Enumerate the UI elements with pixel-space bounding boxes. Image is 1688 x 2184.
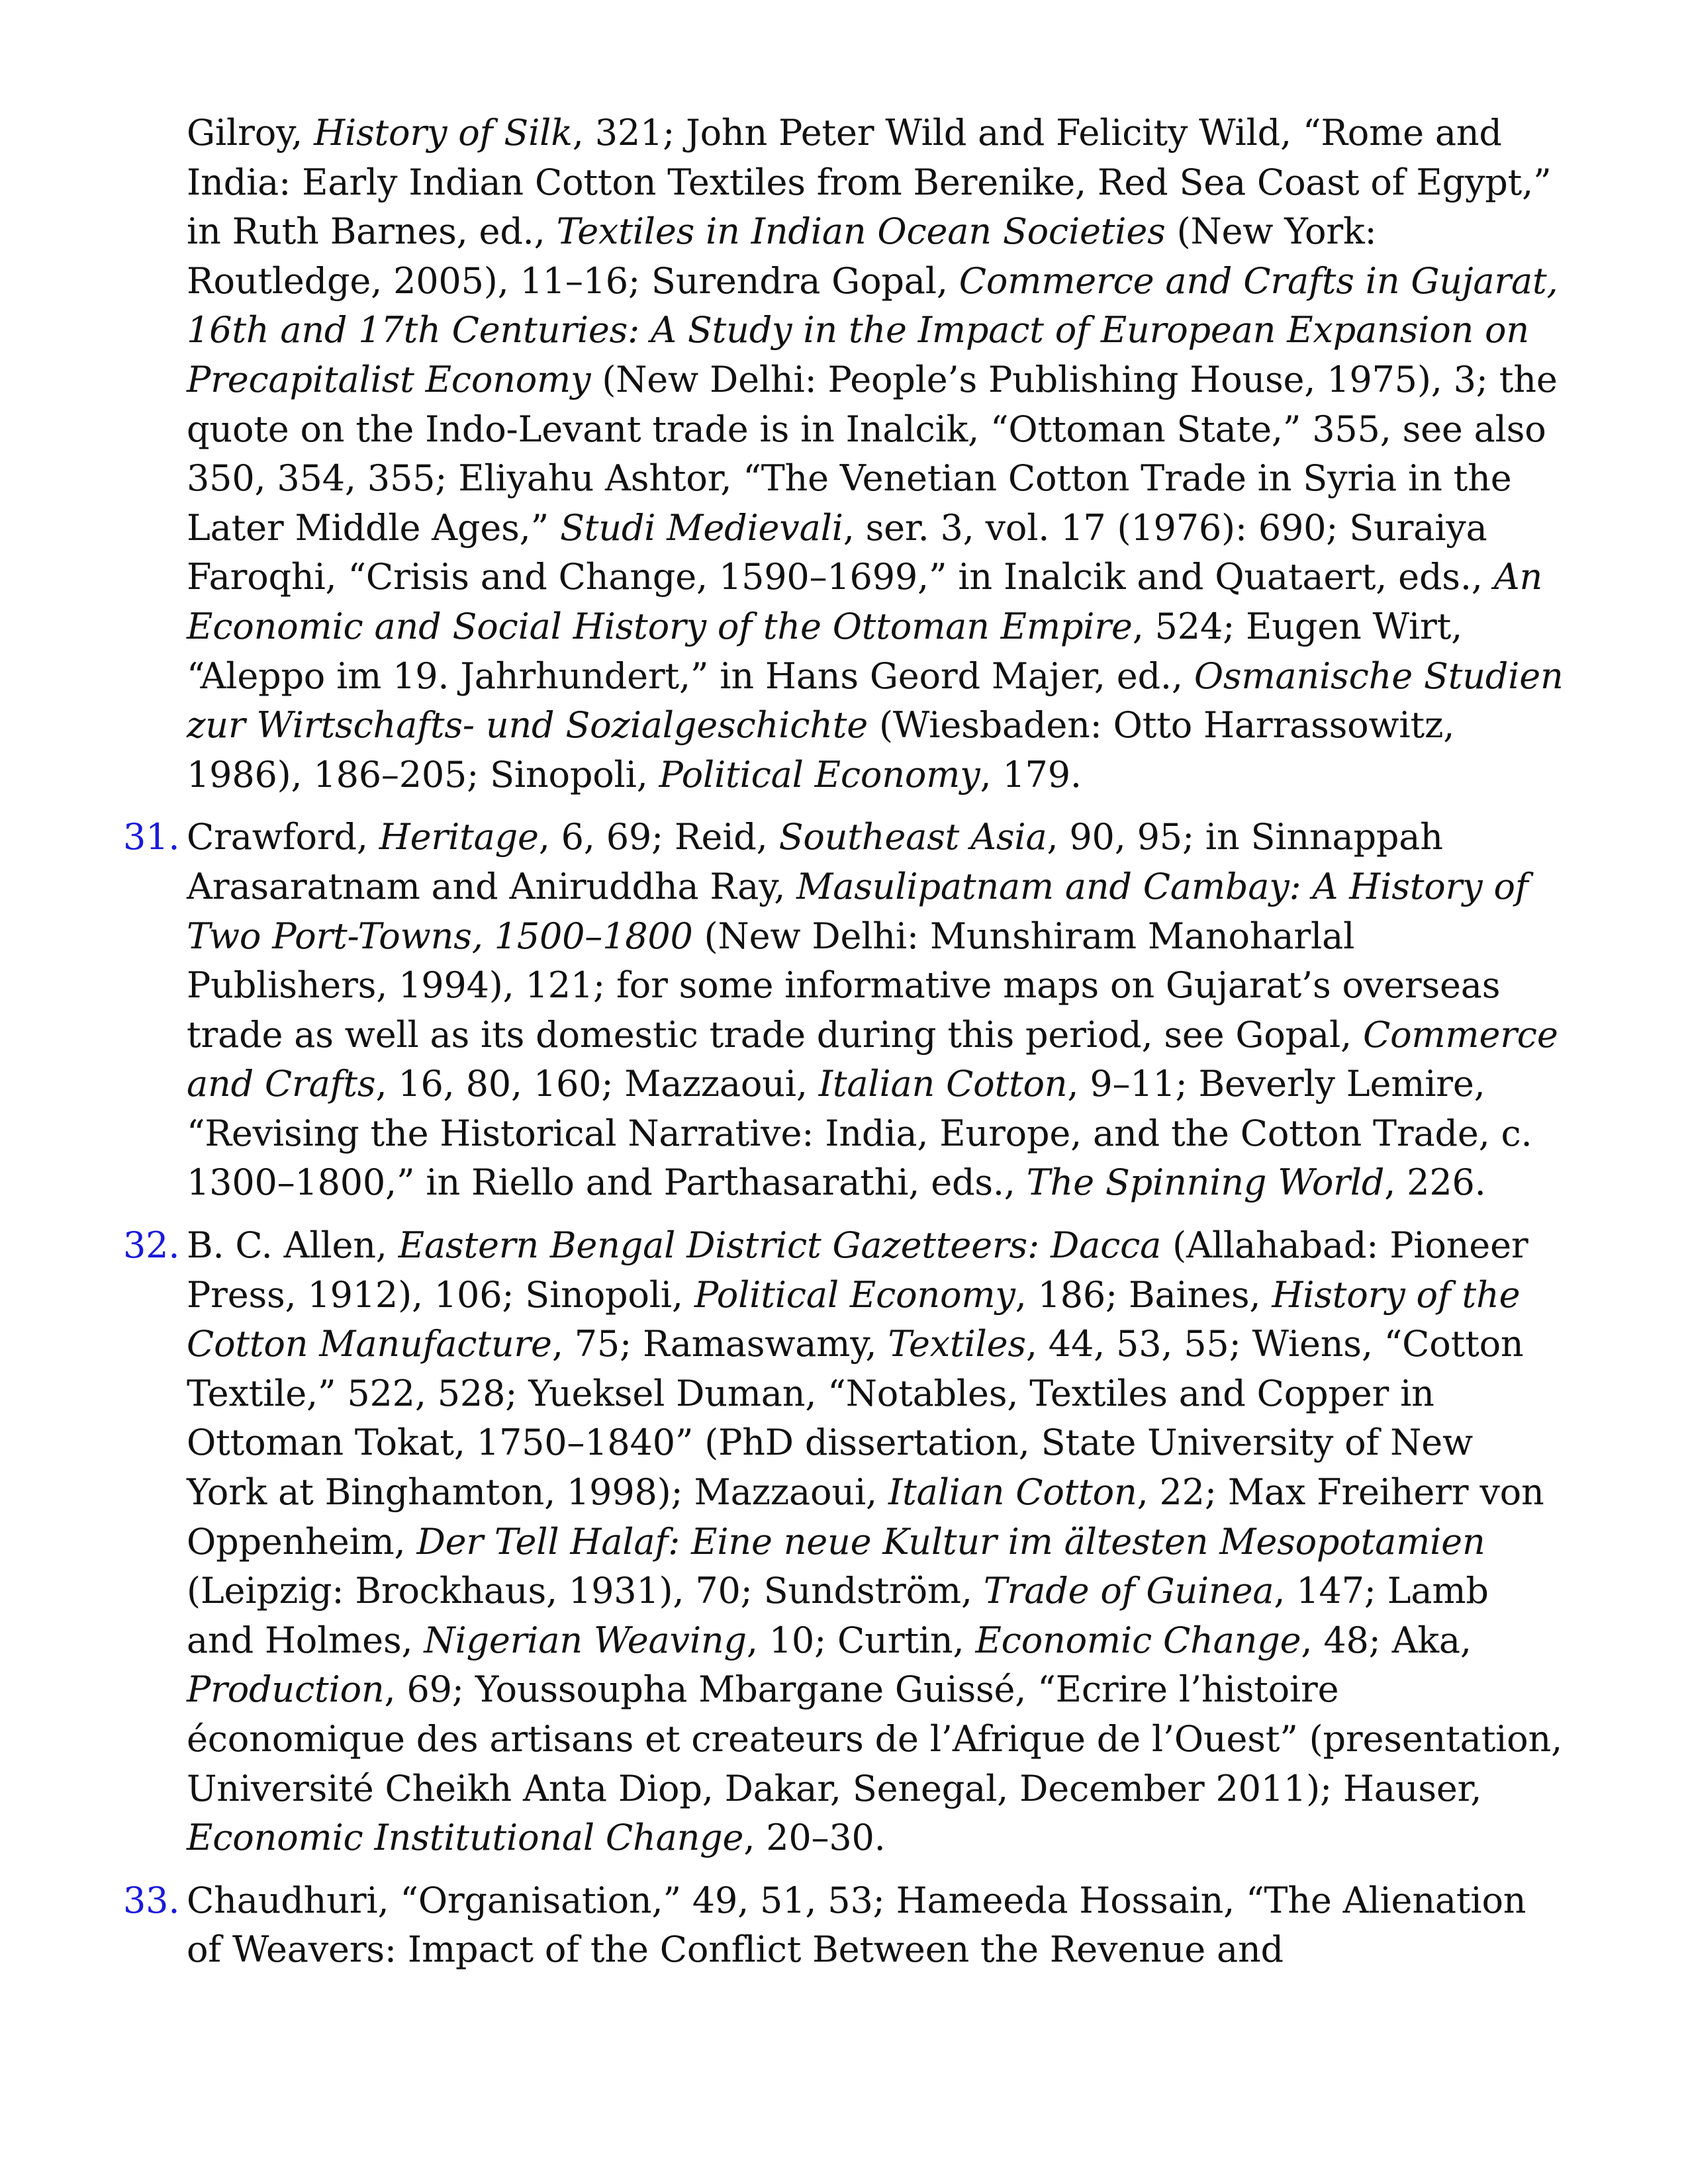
- italic-title-text: Political Economy: [694, 1273, 1015, 1316]
- citation-text: , 147; Lamb and Holmes,: [187, 1570, 1489, 1661]
- citation-text: Chaudhuri, “Organisation,” 49, 51, 53; Hameeda Hossain, “The Alienation of Weavers: Impact of the Conflict Between the Revenue and: [187, 1879, 1526, 1971]
- italic-title-text: Textiles: [888, 1323, 1026, 1365]
- endnote-33: [123, 1876, 1564, 1975]
- endnote-number-link[interactable]: 32.: [123, 1224, 180, 1267]
- italic-title-text: History of the Cotton Manufacture: [187, 1273, 1521, 1365]
- italic-title-text: Italian Cotton: [888, 1471, 1137, 1514]
- italic-title-text: Economic Change: [975, 1619, 1301, 1661]
- italic-title-text: Der Tell Halaf: Eine neue Kultur im ältesten Mesopotamien: [416, 1520, 1485, 1563]
- citation-text: , 16, 80, 160; Mazzaoui,: [375, 1063, 819, 1105]
- citation-text: , 44, 53, 55; Wiens, “Cotton Textile,” 522, 528; Yueksel Duman, “Notables, Textiles and Copper in Ottoman Tokat, 1750–1840” (PhD dissertation, State University of New York at Binghamton, 1998); Mazzaoui,: [187, 1323, 1524, 1514]
- italic-title-text: Production: [187, 1668, 385, 1711]
- endnotes-list: [123, 109, 1564, 1975]
- italic-title-text: Heritage: [379, 816, 539, 858]
- italic-title-text: Trade of Guinea: [983, 1570, 1274, 1612]
- citation-text: , 321; John Peter Wild and Felicity Wild, “Rome and India: Early Indian Cotton Textiles from Berenike, Red Sea Coast of Egypt,” in Ruth Barnes, ed.,: [187, 112, 1552, 253]
- citation-text: , 90, 95; in Sinnappah Arasaratnam and Aniruddha Ray,: [187, 816, 1443, 907]
- citation-text: , 10; Curtin,: [746, 1619, 976, 1661]
- citation-text: , 20–30.: [743, 1817, 886, 1859]
- italic-title-text: Southeast Asia: [778, 816, 1047, 858]
- citation-text: (New Delhi: Munshiram Manoharlal Publishers, 1994), 121; for some informative maps on Gujarat’s overseas trade as well as its domestic trade during this period, see Gopal,: [187, 915, 1501, 1056]
- italic-title-text: An Economic and Social History of the Ottoman Empire: [187, 556, 1543, 647]
- citation-text: , 226.: [1384, 1161, 1486, 1204]
- italic-title-text: Economic Institutional Change: [187, 1817, 744, 1859]
- italic-title-text: Studi Medievali: [559, 506, 843, 549]
- italic-title-text: Eastern Bengal District Gazetteers: Dacca: [398, 1224, 1162, 1267]
- italic-title-text: Political Economy: [659, 753, 980, 796]
- italic-title-text: Italian Cotton: [818, 1063, 1068, 1105]
- endnote-continuation: [187, 109, 1564, 799]
- italic-title-text: The Spinning World: [1026, 1161, 1385, 1204]
- citation-text: , 22; Max Freiherr von Oppenheim,: [187, 1471, 1544, 1563]
- italic-title-text: Nigerian Weaving: [424, 1619, 747, 1661]
- citation-text: , 75; Ramaswamy,: [551, 1323, 888, 1365]
- citation-text: Gilroy,: [187, 112, 314, 154]
- citation-text: B. C. Allen,: [187, 1224, 399, 1267]
- citation-text: , 6, 69; Reid,: [538, 816, 779, 858]
- endnote-31: [123, 813, 1564, 1208]
- citation-text: (New York: Routledge, 2005), 11–16; Surendra Gopal,: [187, 210, 1377, 302]
- citation-text: , 524; Eugen Wirt, “Aleppo im 19. Jahrhundert,” in Hans Geord Majer, ed.,: [187, 605, 1463, 697]
- endnote-number-link[interactable]: 33.: [123, 1879, 180, 1921]
- citation-text: , 179.: [980, 753, 1082, 796]
- citation-text: , 9–11; Beverly Lemire, “Revising the Historical Narrative: India, Europe, and the Cotton Trade, c. 1300–1800,” in Riello and Parthasarathi, eds.,: [187, 1063, 1532, 1204]
- italic-title-text: Commerce and Crafts in Gujarat, 16th and 17th Centuries: A Study in the Impact of European Expansion on Precapitalist Economy: [187, 259, 1558, 400]
- italic-title-text: Masulipatnam and Cambay: A History of Two Port-Towns, 1500–1800: [187, 865, 1528, 957]
- citation-text: Crawford,: [187, 816, 379, 858]
- italic-title-text: Commerce and Crafts: [187, 1013, 1558, 1105]
- citation-text: (Leipzig: Brockhaus, 1931), 70; Sundström,: [187, 1570, 984, 1612]
- citation-text: , 48; Aka,: [1301, 1619, 1472, 1661]
- italic-title-text: History of Silk: [314, 112, 573, 154]
- citation-text: , 69; Youssoupha Mbargane Guissé, “Ecrire l’histoire économique des artisans et createurs de l’Afrique de l’Ouest” (presentation, Université Cheikh Anta Diop, Dakar, Senegal, December 2011); Hauser,: [187, 1668, 1563, 1809]
- citation-text: , 186; Baines,: [1015, 1273, 1272, 1316]
- endnote-number-link[interactable]: 31.: [123, 816, 180, 858]
- citation-text: (Allahabad: Pioneer Press, 1912), 106; Sinopoli,: [187, 1224, 1528, 1316]
- italic-title-text: Textiles in Indian Ocean Societies: [556, 210, 1166, 253]
- citation-text: (Wiesbaden: Otto Harrassowitz, 1986), 186–205; Sinopoli,: [187, 704, 1455, 796]
- citation-text: (New Delhi: People’s Publishing House, 1975), 3; the quote on the Indo-Levant trade is in Inalcik, “Ottoman State,” 355, see also 350, 354, 355; Eliyahu Ashtor, “The Venetian Cotton Trade in Syria in the Later Middle Ages,”: [187, 358, 1558, 549]
- citation-text: , ser. 3, vol. 17 (1976): 690; Suraiya Faroqhi, “Crisis and Change, 1590–1699,” in Inalcik and Quataert, eds.,: [187, 506, 1494, 598]
- endnote-32: [123, 1221, 1564, 1863]
- italic-title-text: Osmanische Studien zur Wirtschafts- und Sozialgeschichte: [187, 655, 1564, 747]
